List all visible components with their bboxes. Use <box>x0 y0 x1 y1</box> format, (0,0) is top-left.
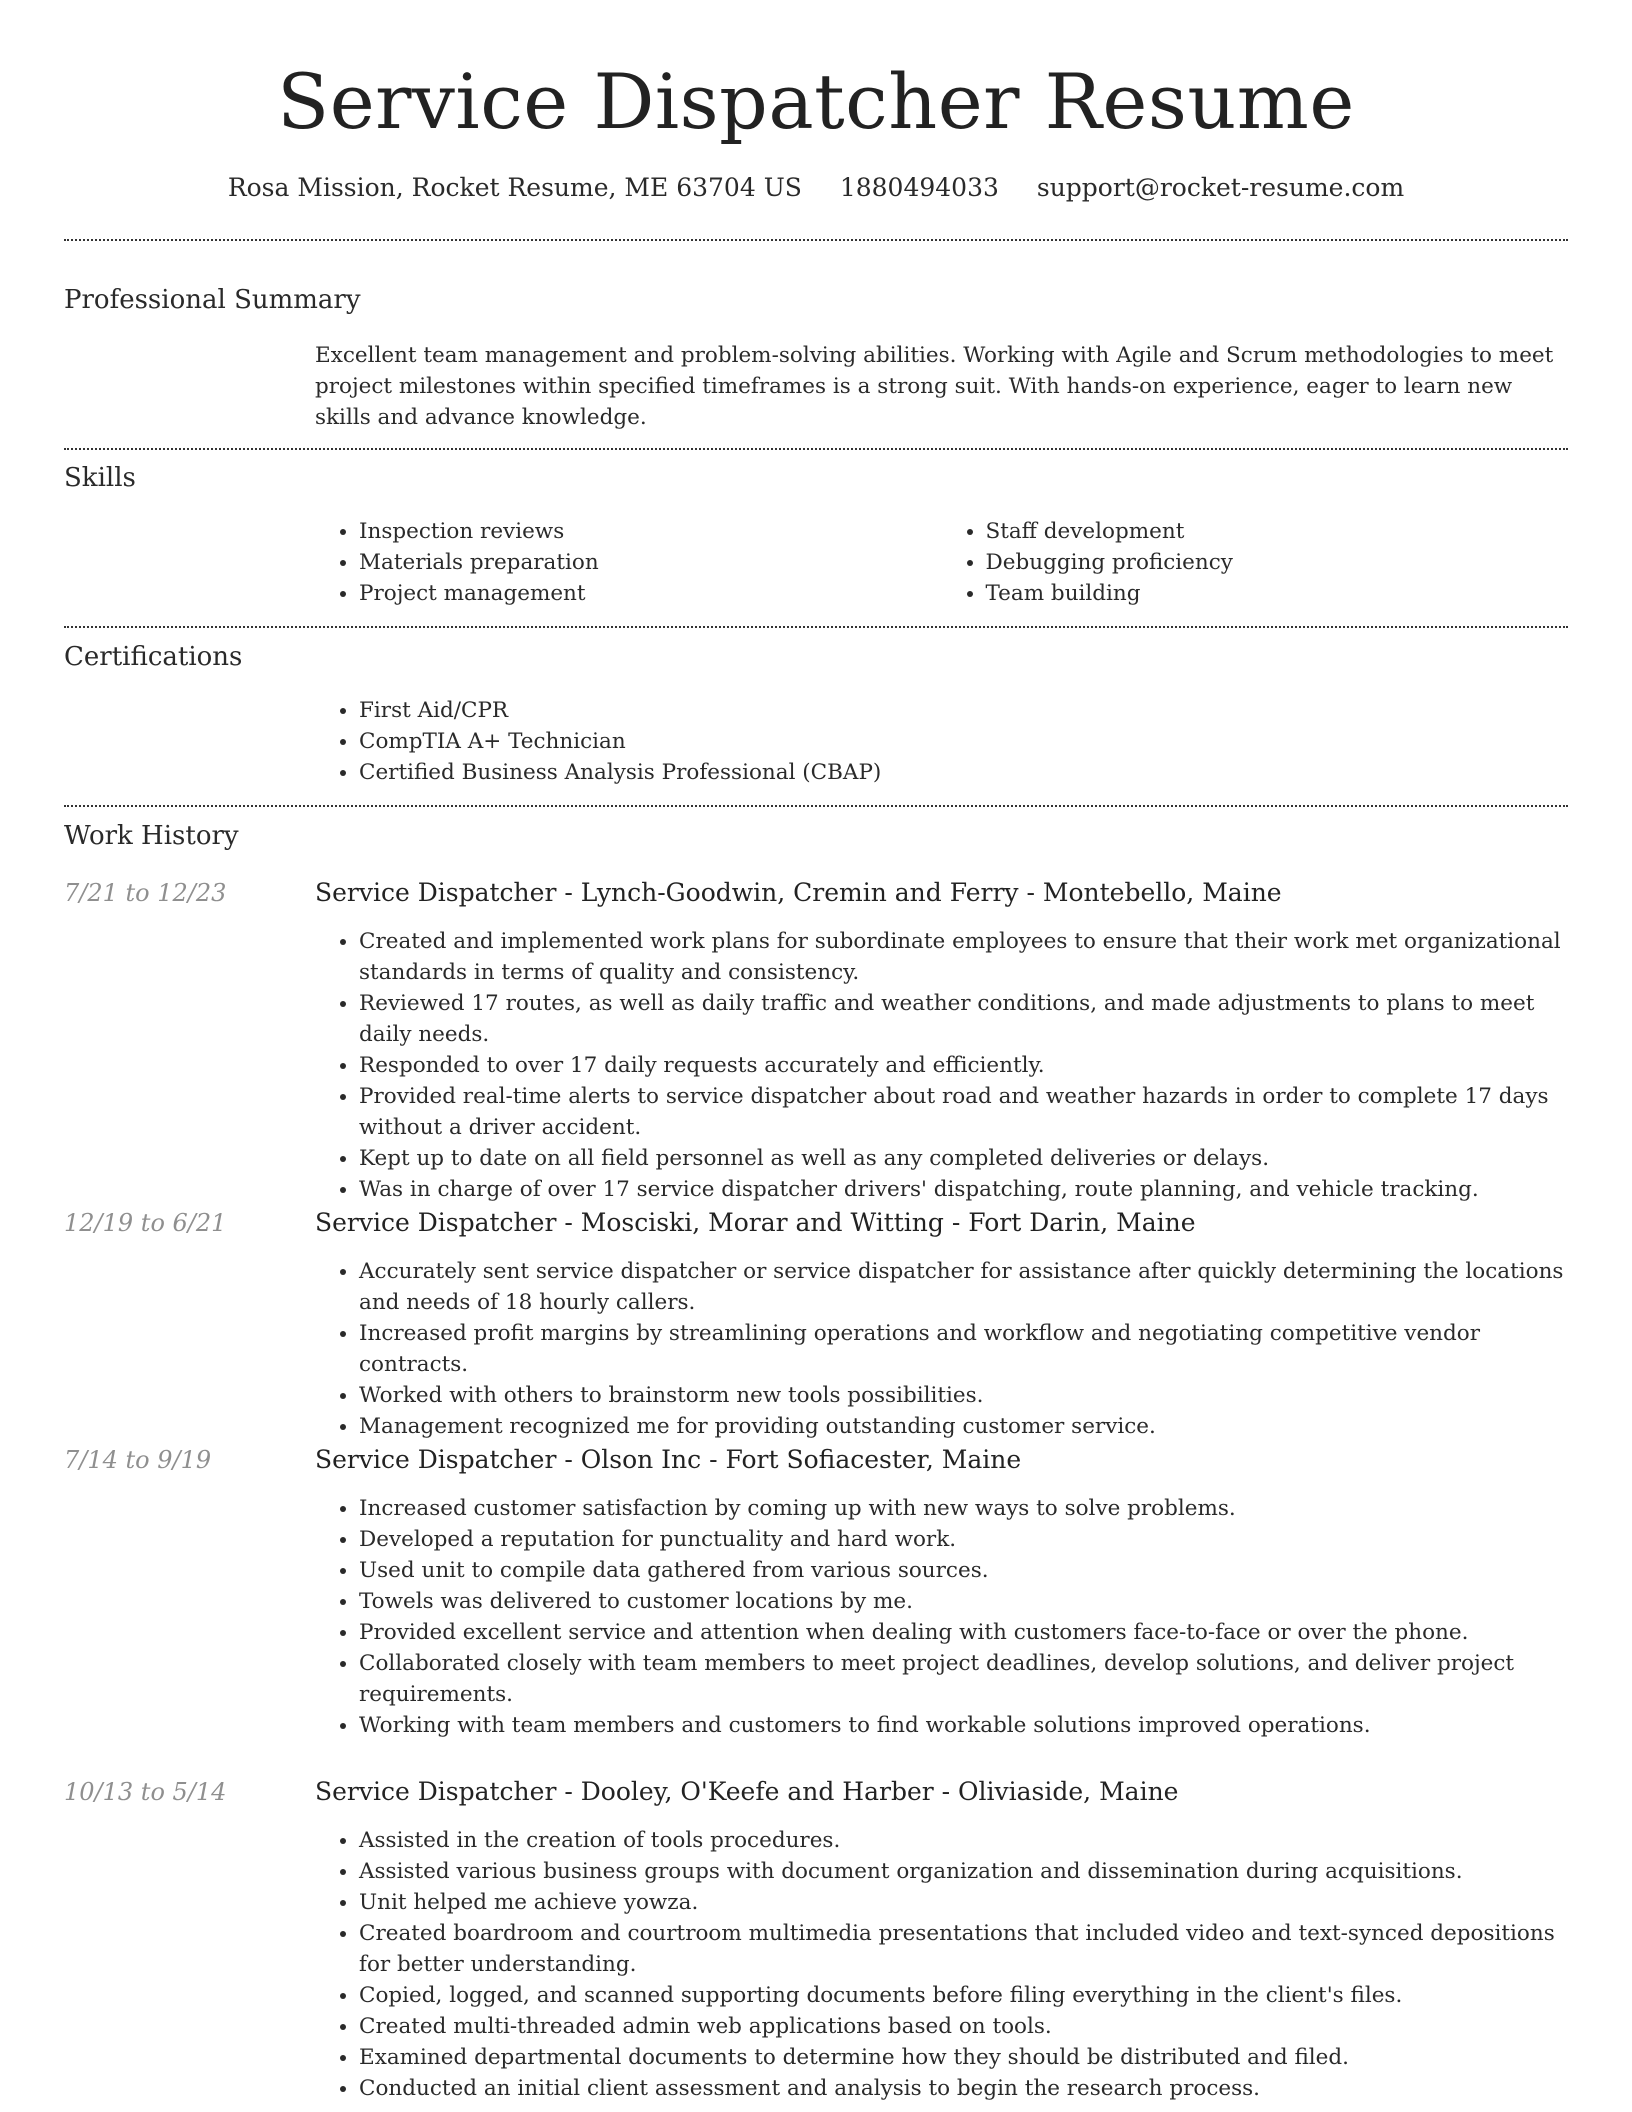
divider <box>64 448 1568 450</box>
skills-list <box>315 516 1568 609</box>
work-history-heading: Work History <box>64 821 239 851</box>
job-bullet: • Developed a reputation for punctuality and hard work. <box>359 1524 1568 1555</box>
job-bullet: • Collaborated closely with team members to meet project deadlines, develop solutions, and deliver project requirements. <box>359 1648 1568 1710</box>
job-bullet: • Created and implemented work plans for subordinate employees to ensure that their work met organizational standards in terms of quality and consistency. <box>359 926 1568 988</box>
job-bullet: • Assisted in the creation of tools procedures. <box>359 1825 1568 1856</box>
job-bullet: • Increased customer satisfaction by coming up with new ways to solve problems. <box>359 1493 1568 1524</box>
contact-email: support@rocket-resume.com <box>1036 173 1405 202</box>
job-bullet: • Provided real-time alerts to service dispatcher about road and weather hazards in order to complete 17 days without a driver accident. <box>359 1081 1568 1143</box>
contact-address: Rosa Mission, Rocket Resume, ME 63704 US <box>227 173 802 202</box>
job-bullet: • Increased profit margins by streamlining operations and workflow and negotiating competitive vendor contracts. <box>359 1318 1568 1380</box>
job-bullet: • Copied, logged, and scanned supporting documents before filing everything in the client's files. <box>359 1980 1568 2011</box>
skills-heading: Skills <box>64 463 136 493</box>
job-bullet: • Accurately sent service dispatcher or service dispatcher for assistance after quickly determining the locations and needs of 18 hourly callers. <box>359 1256 1568 1318</box>
skill-item: • Staff development <box>986 516 1569 547</box>
skills-column-right <box>942 516 1569 609</box>
job-dates: 7/14 to 9/19 <box>64 1446 212 1474</box>
job-bullet: • Working with team members and customers to find workable solutions improved operations. <box>359 1710 1568 1741</box>
skills-column-left <box>315 516 942 609</box>
summary-text: Excellent team management and problem-solving abilities. Working with Agile and Scrum methodologies to meet project milestones within specified timeframes is a strong suit. With hands-on experience, eager to learn new skills and advance knowledge. <box>315 343 1554 430</box>
certification-item: • Certified Business Analysis Professional (CBAP) <box>359 757 1568 788</box>
job-bullets <box>315 926 1568 1205</box>
job-title: Service Dispatcher - Mosciski, Morar and Witting - Fort Darin, Maine <box>315 1208 1196 1237</box>
job-bullet: • Responded to over 17 daily requests accurately and efficiently. <box>359 1050 1568 1081</box>
job-bullet: • Towels was delivered to customer locations by me. <box>359 1586 1568 1617</box>
job-bullet: • Unit helped me achieve yowza. <box>359 1887 1568 1918</box>
resume-title: Service Dispatcher Resume <box>277 57 1355 146</box>
job-dates: 12/19 to 6/21 <box>64 1209 227 1237</box>
skill-item: • Project management <box>359 578 942 609</box>
skill-item: • Team building <box>986 578 1569 609</box>
job-bullet: • Created boardroom and courtroom multimedia presentations that included video and text-synced depositions for better understanding. <box>359 1918 1568 1980</box>
divider <box>64 805 1568 807</box>
job-title: Service Dispatcher - Olson Inc - Fort Sofiacester, Maine <box>315 1445 1022 1474</box>
job-bullet: • Assisted various business groups with document organization and dissemination during acquisitions. <box>359 1856 1568 1887</box>
job-dates: 7/21 to 12/23 <box>64 879 227 907</box>
job-bullet: • Conducted an initial client assessment and analysis to begin the research process. <box>359 2073 1568 2104</box>
job-dates: 10/13 to 5/14 <box>64 1778 227 1806</box>
certification-item: • CompTIA A+ Technician <box>359 726 1568 757</box>
certifications-heading: Certifications <box>64 642 243 672</box>
certification-item: • First Aid/CPR <box>359 695 1568 726</box>
job-bullet: • Was in charge of over 17 service dispatcher drivers' dispatching, route planning, and vehicle tracking. <box>359 1174 1568 1205</box>
job-bullet: • Examined departmental documents to determine how they should be distributed and filed. <box>359 2042 1568 2073</box>
job-bullet: • Used unit to compile data gathered from various sources. <box>359 1555 1568 1586</box>
summary-body <box>315 340 1568 433</box>
divider <box>64 626 1568 628</box>
skill-item: • Inspection reviews <box>359 516 942 547</box>
job-title: Service Dispatcher - Dooley, O'Keefe and Harber - Oliviaside, Maine <box>315 1777 1179 1806</box>
job-bullet: • Created multi-threaded admin web applications based on tools. <box>359 2011 1568 2042</box>
job-bullet: • Kept up to date on all field personnel as well as any completed deliveries or delays. <box>359 1143 1568 1174</box>
skill-item: • Debugging proficiency <box>986 547 1569 578</box>
contact-line <box>0 170 1632 206</box>
job-bullets <box>315 1493 1568 1741</box>
job-bullet: • Management recognized me for providing outstanding customer service. <box>359 1411 1568 1442</box>
certifications-list <box>315 695 1568 788</box>
job-bullets <box>315 1825 1568 2104</box>
summary-heading: Professional Summary <box>64 285 361 315</box>
skill-item: • Materials preparation <box>359 547 942 578</box>
job-bullet: • Worked with others to brainstorm new tools possibilities. <box>359 1380 1568 1411</box>
divider <box>64 239 1568 241</box>
job-title: Service Dispatcher - Lynch-Goodwin, Cremin and Ferry - Montebello, Maine <box>315 878 1282 907</box>
job-bullet: • Reviewed 17 routes, as well as daily traffic and weather conditions, and made adjustments to plans to meet daily needs. <box>359 988 1568 1050</box>
job-bullets <box>315 1256 1568 1442</box>
contact-phone: 1880494033 <box>839 173 999 202</box>
job-bullet: • Provided excellent service and attention when dealing with customers face-to-face or over the phone. <box>359 1617 1568 1648</box>
